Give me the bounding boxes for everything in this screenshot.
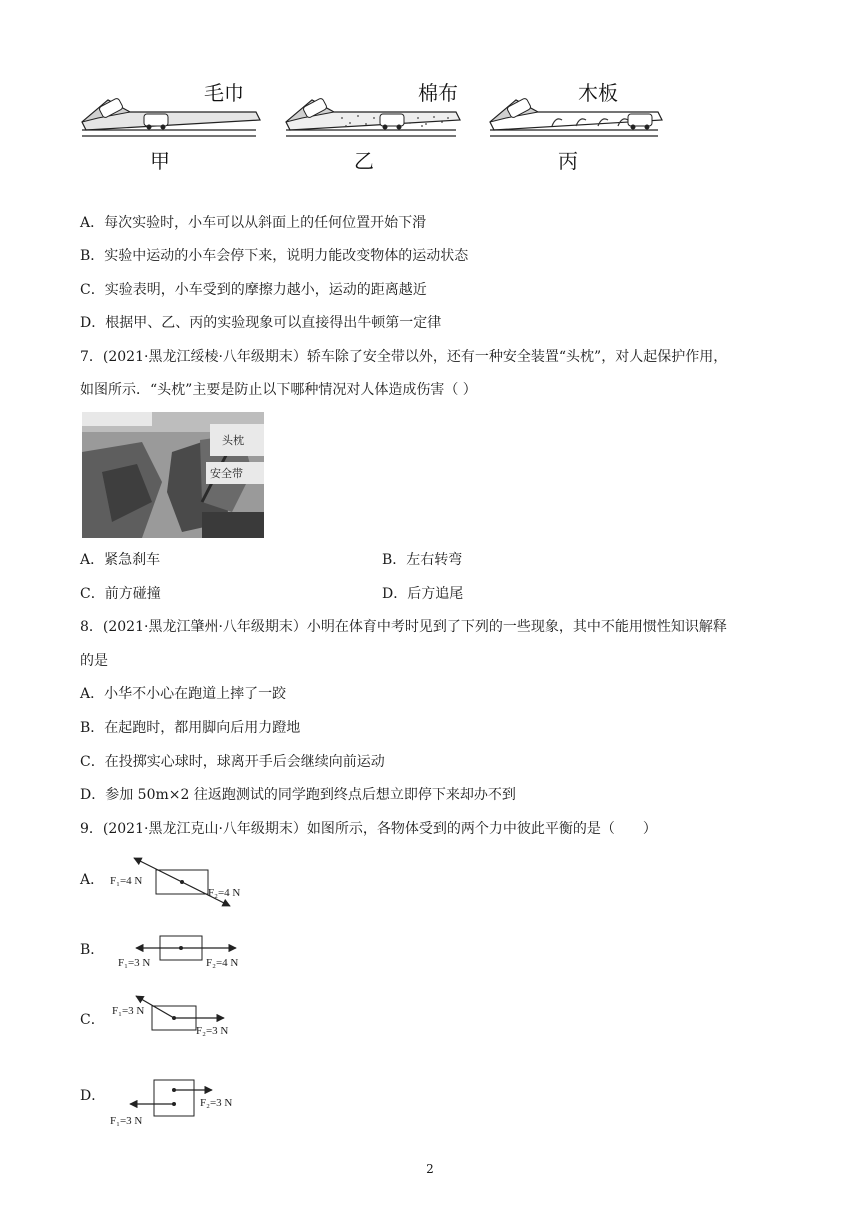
q7-option-a: A．紧急刹车 xyxy=(80,552,161,568)
q9-stem: 9．(2021·黑龙江克山·八年级期末）如图所示，各物体受到的两个力中彼此平衡的是（ ） xyxy=(80,821,657,837)
q8-option-b: B．在起跑时，都用脚向后用力蹬地 xyxy=(80,720,301,736)
panel-towel xyxy=(82,81,260,173)
q9-force-diagram-a xyxy=(104,852,264,910)
q9-a-f1: F₁=4 N xyxy=(110,875,143,887)
q9-force-diagram-b xyxy=(108,930,258,972)
headrest-label: 头枕 xyxy=(222,435,244,447)
panel-cotton xyxy=(286,81,460,173)
q9-d-f2: F₂=3 N xyxy=(200,1097,233,1109)
q8-option-d: D．参加 50m×2 往返跑测试的同学跑到终点后想立即停下来却办不到 xyxy=(80,787,516,803)
cotton-label: 棉布 xyxy=(418,81,458,105)
q9-option-c-letter: C． xyxy=(80,1012,105,1028)
q7-stem-line2: 如图所示．“头枕”主要是防止以下哪种情况对人体造成伤害（ ） xyxy=(80,382,477,398)
panel-bing-label: 丙 xyxy=(558,149,578,173)
q6-option-d: D．根据甲、乙、丙的实验现象可以直接得出牛顿第一定律 xyxy=(80,315,442,331)
seatbelt-label: 安全带 xyxy=(210,468,243,480)
q9-a-f2: F₂=4 N xyxy=(208,887,241,899)
q6-option-c: C．实验表明，小车受到的摩擦力越小，运动的距离越近 xyxy=(80,282,427,298)
q8-option-a: A．小华不小心在跑道上摔了一跤 xyxy=(80,686,287,702)
page-number: 2 xyxy=(426,1162,434,1176)
q9-option-d-letter: D． xyxy=(80,1088,106,1104)
q7-option-c: C．前方碰撞 xyxy=(80,586,161,602)
panel-jia-label: 甲 xyxy=(150,149,170,173)
wood-label: 木板 xyxy=(578,81,618,105)
q6-option-a: A．每次实验时，小车可以从斜面上的任何位置开始下滑 xyxy=(80,215,427,231)
q9-option-b-letter: B． xyxy=(80,942,105,958)
q9-d-f1: F₁=3 N xyxy=(110,1115,143,1127)
panel-wood xyxy=(490,81,662,173)
q6-option-b: B．实验中运动的小车会停下来，说明力能改变物体的运动状态 xyxy=(80,248,469,264)
q9-b-f1: F₁=3 N xyxy=(118,957,151,969)
q9-c-f2: F₂=3 N xyxy=(196,1025,229,1037)
q9-b-f2: F₂=4 N xyxy=(206,957,239,969)
q9-option-a-letter: A． xyxy=(80,872,105,888)
q9-force-diagram-c xyxy=(108,990,258,1040)
q9-c-f1: F₁=3 N xyxy=(112,1005,145,1017)
q7-option-d: D．后方追尾 xyxy=(382,586,464,602)
q8-stem-line2: 的是 xyxy=(80,653,108,669)
friction-experiment-figure xyxy=(78,78,678,178)
panel-yi-label: 乙 xyxy=(354,149,374,173)
q7-option-b: B．左右转弯 xyxy=(382,552,463,568)
car-interior-photo xyxy=(82,412,264,538)
q8-option-c: C．在投掷实心球时，球离开手后会继续向前运动 xyxy=(80,754,385,770)
q9-force-diagram-d xyxy=(108,1074,258,1130)
towel-label: 毛巾 xyxy=(204,81,244,105)
q7-stem-line1: 7．(2021·黑龙江绥棱·八年级期末）轿车除了安全带以外，还有一种安全装置“头枕”，对人起保护作用， xyxy=(80,349,728,365)
q8-stem-line1: 8．(2021·黑龙江肇州·八年级期末）小明在体育中考时见到了下列的一些现象，其中不能用惯性知识解释 xyxy=(80,619,727,635)
